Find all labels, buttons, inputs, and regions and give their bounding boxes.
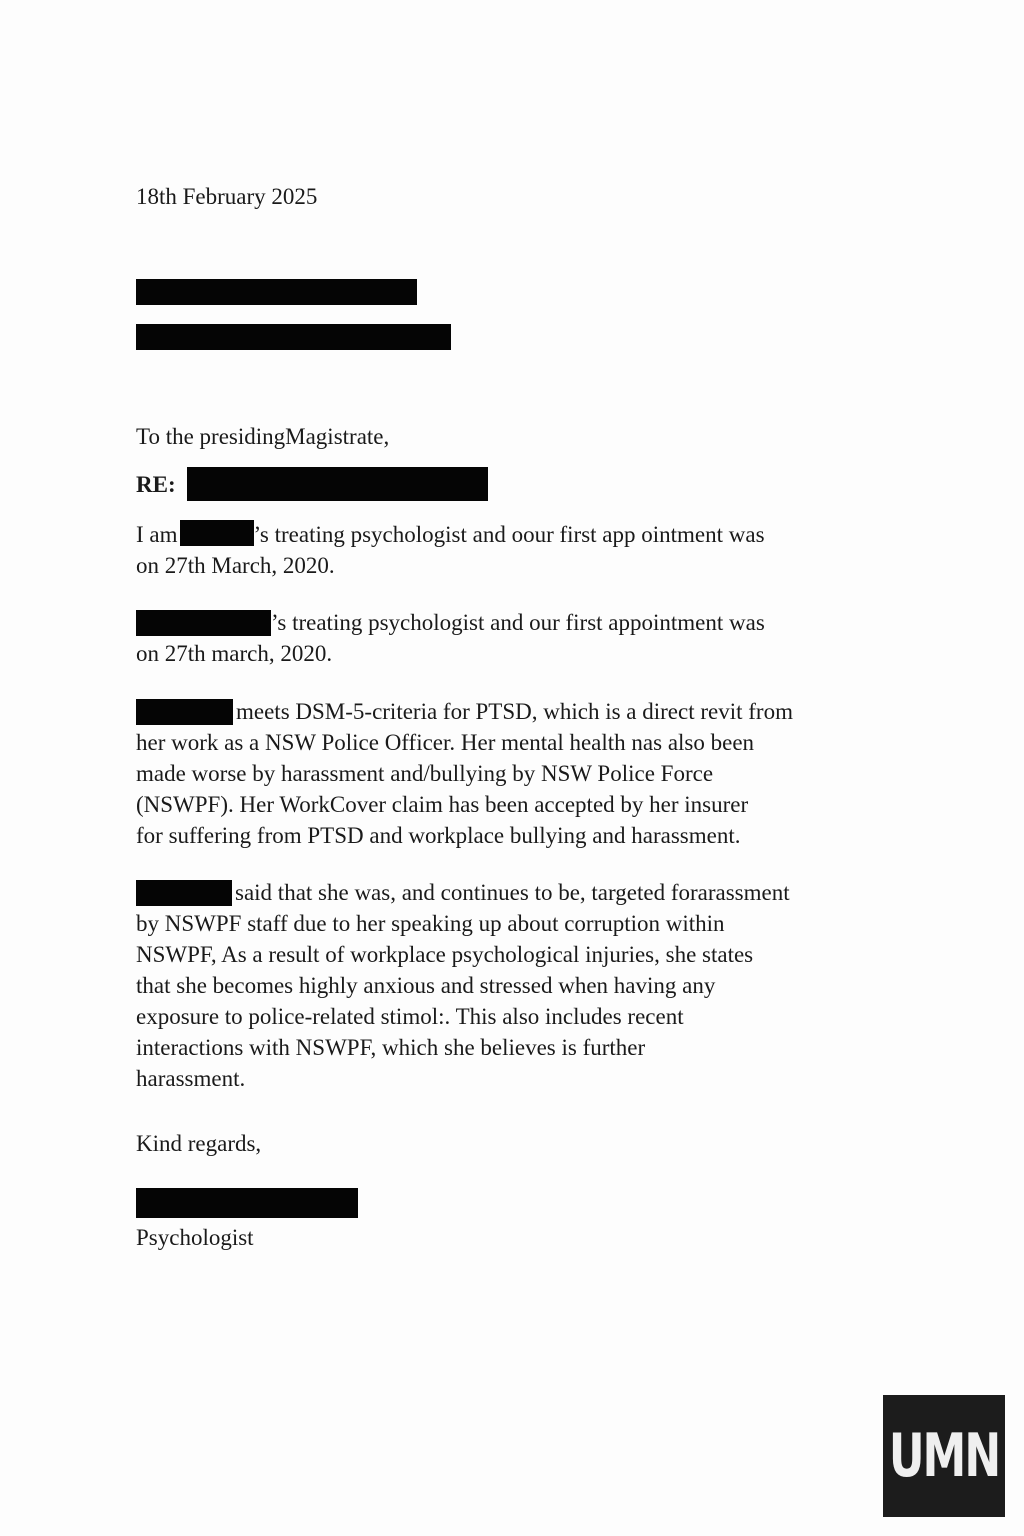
paragraph-3-line-1-rest: meets DSM-5-criteria for PTSD, which is a direct revit from xyxy=(236,699,793,724)
paragraph-2-line-2: on 27th march, 2020. xyxy=(136,641,333,666)
paragraph-1-line-1-rest: ’s treating psychologist and oour first app ointment was xyxy=(253,522,765,547)
paragraph-2-line-1-rest: ’s treating psychologist and our first appointment was xyxy=(271,610,765,635)
paragraph-4-line: by NSWPF staff due to her speaking up about corruption within xyxy=(136,911,725,936)
redacted-address-line-2 xyxy=(136,324,451,350)
closing: Kind regards, xyxy=(136,1131,262,1156)
paragraph-4-line: that she becomes highly anxious and stressed when having any xyxy=(136,973,716,998)
re-label: RE: xyxy=(136,472,176,497)
paragraph-1-line-1 xyxy=(136,519,765,550)
paragraph-1-start: I am xyxy=(136,522,178,547)
paragraph-3-line: for suffering from PTSD and workplace bullying and harassment. xyxy=(136,823,741,848)
paragraph-1-line-2: on 27th March, 2020. xyxy=(136,553,335,578)
paragraph-4-line: interactions with NSWPF, which she believes is further xyxy=(136,1035,646,1060)
paragraph-4-line: exposure to police-related stimol:. This also includes recent xyxy=(136,1004,684,1029)
umn-logo xyxy=(883,1395,1005,1517)
redacted-re-subject xyxy=(187,467,488,501)
paragraph-3-line: made worse by harassment and/bullying by NSW Police Force xyxy=(136,761,714,786)
redacted-signature-name xyxy=(136,1188,358,1218)
paragraph-3-line: (NSWPF). Her WorkCover claim has been accepted by her insurer xyxy=(136,792,749,817)
salutation: To the presidingMagistrate, xyxy=(136,424,390,449)
paragraph-3-line: her work as a NSW Police Officer. Her mental health nas also been xyxy=(136,730,755,755)
redacted-client-name xyxy=(136,880,232,906)
redacted-address-line-1 xyxy=(136,279,417,305)
redacted-client-name xyxy=(180,520,254,546)
paragraph-4-line-1-rest: said that she was, and continues to be, targeted forarassment xyxy=(235,880,790,905)
paragraph-4-line: NSWPF, As a result of workplace psychological injuries, she states xyxy=(136,942,754,967)
logo-text: UMN xyxy=(888,1421,1000,1491)
signature-title: Psychologist xyxy=(136,1225,254,1250)
letter-date: 18th February 2025 xyxy=(136,184,318,209)
redacted-client-name xyxy=(136,699,233,725)
redacted-client-name xyxy=(136,610,271,636)
paragraph-4-line: harassment. xyxy=(136,1066,246,1091)
